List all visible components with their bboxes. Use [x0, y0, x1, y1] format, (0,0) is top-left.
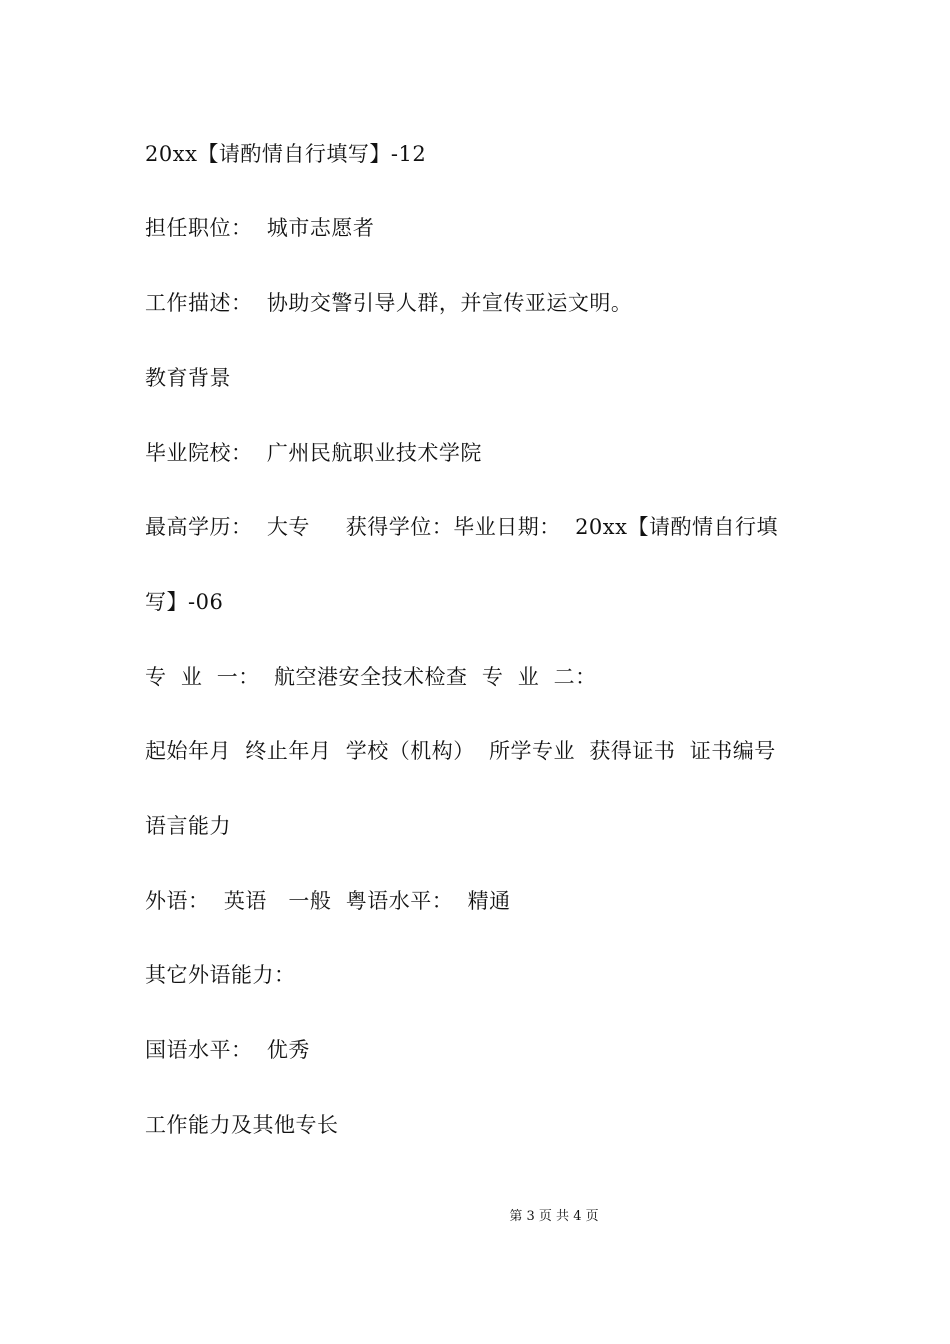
job-description-line: 工作描述： 协助交警引导人群，并宣传亚运文明。: [145, 291, 633, 315]
school-line: 毕业院校： 广州民航职业技术学院: [145, 441, 482, 465]
education-table-header: 起始年月 终止年月 学校（机构） 所学专业 获得证书 证书编号: [145, 739, 776, 763]
skills-heading: 工作能力及其他专长: [145, 1113, 339, 1137]
education-heading: 教育背景: [145, 366, 231, 390]
date-line: 20xx【请酌情自行填写】-12: [145, 142, 427, 166]
degree-line-continued: 写】-06: [145, 590, 224, 614]
language-heading: 语言能力: [145, 814, 231, 838]
mandarin-line: 国语水平： 优秀: [145, 1038, 310, 1062]
other-language-line: 其它外语能力：: [145, 963, 296, 987]
page-number: 第 3 页 共 4 页: [509, 1209, 599, 1224]
major-line: 专 业 一： 航空港安全技术检查 专 业 二：: [145, 665, 597, 689]
degree-line: 最高学历： 大专 获得学位：毕业日期： 20xx【请酌情自行填: [145, 515, 778, 539]
foreign-language-line: 外语： 英语 一般 粤语水平： 精通: [145, 889, 511, 913]
position-line: 担任职位： 城市志愿者: [145, 216, 375, 240]
page-footer: [0, 1208, 950, 1226]
